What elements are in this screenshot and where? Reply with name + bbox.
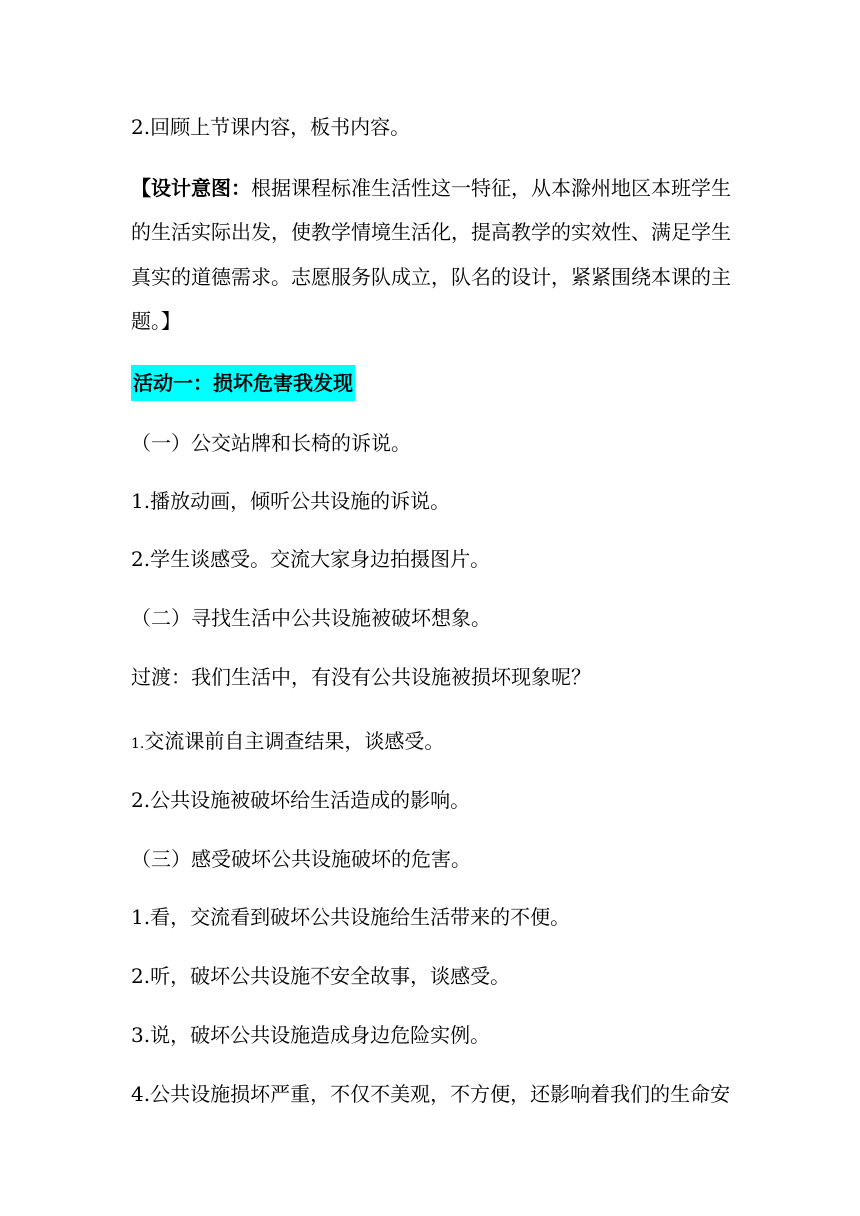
section-three-item-1: 1.看，交流看到破坏公共设施给生活带来的不便。 [131,905,571,929]
transition-text: 过渡：我们生活中，有没有公共设施被损坏现象呢？ [131,665,591,689]
paragraph-review: 2.回顾上节课内容，板书内容。 [131,115,411,139]
activity-heading-highlight: 活动一：损坏危害我发现 [131,365,355,401]
section-two-item-1 [131,727,444,758]
section-one-item-1: 1.播放动画，倾听公共设施的诉说。 [131,489,451,513]
design-intent-line-3: 真实的道德需求。志愿服务队成立，队名的设计，紧紧围绕本课的主 [131,265,731,289]
section-three-item-3: 3.说，破坏公共设施造成身边危险实例。 [131,1023,491,1047]
section-two-item-2: 2.公共设施被破坏给生活造成的影响。 [131,788,471,812]
section-one-item-2: 2.学生谈感受。交流大家身边拍摄图片。 [131,547,491,571]
design-intent-text-1: 根据课程标准生活性这一特征，从本滁州地区本班学生 [251,176,731,200]
design-intent-line-4: 题。】 [131,309,181,333]
activity-heading [131,369,355,397]
design-intent-label: 【设计意图： [131,176,251,200]
section-three-title: （三）感受破坏公共设施破坏的危害。 [131,847,471,871]
design-intent-line-2: 的生活实际出发，使教学情境生活化，提高教学的实效性、满足学生 [131,220,731,244]
section-two-item-1-text: 交流课前自主调查结果，谈感受。 [144,729,445,753]
section-three-item-2: 2.听，破坏公共设施不安全故事，谈感受。 [131,964,511,988]
section-two-item-1-number: 1. [131,736,145,752]
design-intent-line-1 [131,174,731,202]
section-three-item-4: 4.公共设施损坏严重，不仅不美观，不方便，还影响着我们的生命安 [131,1082,731,1106]
section-one-title: （一）公交站牌和长椅的诉说。 [131,431,411,455]
section-two-title: （二）寻找生活中公共设施被破坏想象。 [131,606,491,630]
